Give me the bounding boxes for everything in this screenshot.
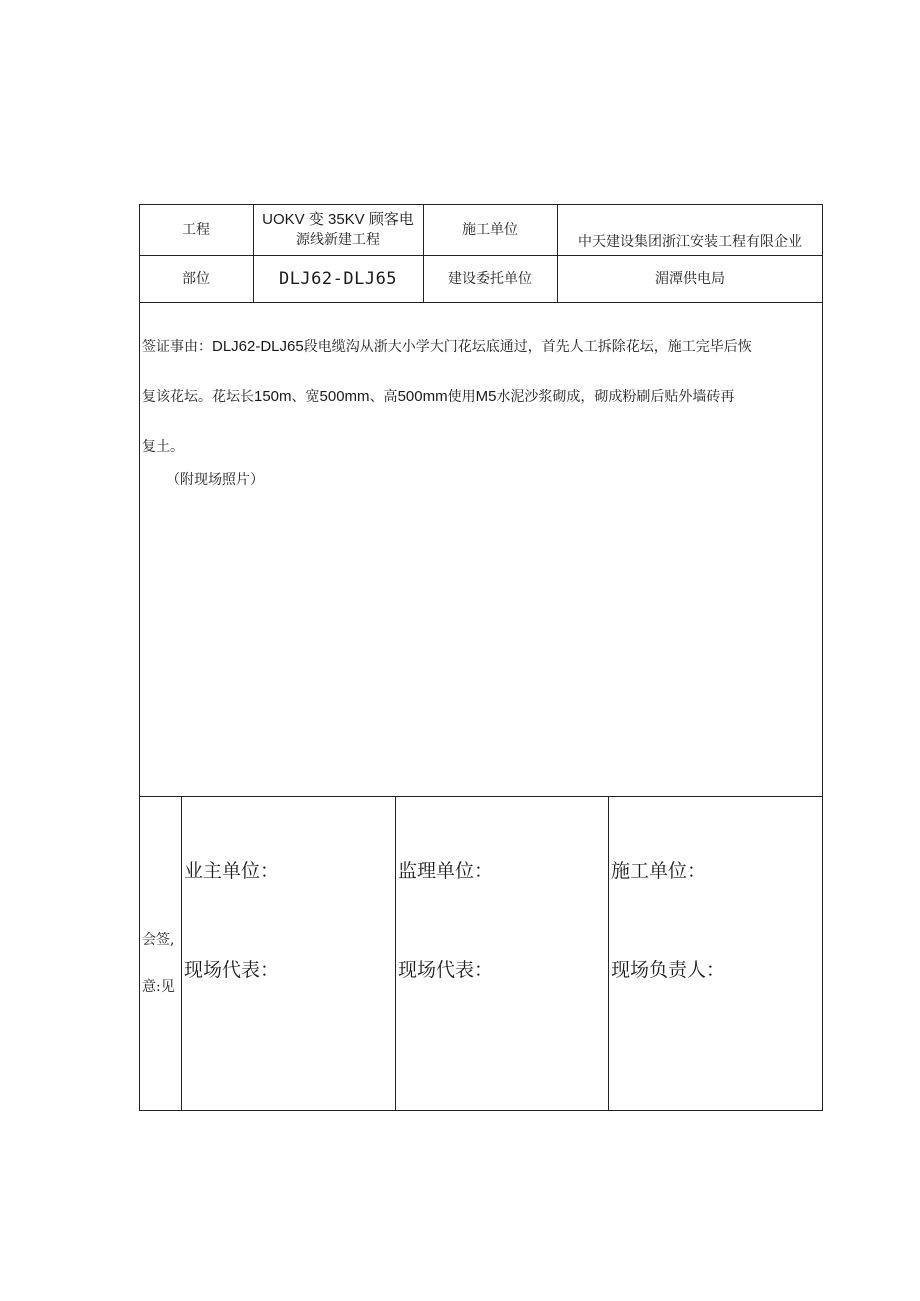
section-value: DLJ62-DLJ65	[278, 268, 398, 289]
project-name-line1: UOKV 变 35KV 顾客电	[262, 210, 414, 228]
reason-line-3: 复土。	[142, 439, 184, 455]
contractor-label: 施工单位	[462, 221, 518, 238]
row-divider-3	[139, 796, 823, 797]
length-value: 150m	[254, 388, 292, 405]
attachment-note: （附现场照片）	[166, 472, 264, 488]
visa-reason-text	[142, 322, 822, 472]
row-divider-2	[139, 302, 823, 303]
contractor-value: 中天建设集团浙江安装工程有限企业	[578, 233, 802, 250]
reason-line1-rest: 段电缆沟从浙大小学大门花坛底通过，首先人工拆除花坛，施工完毕后恢	[303, 339, 752, 355]
project-label: 工程	[182, 221, 210, 238]
client-label: 建设委托单位	[448, 270, 532, 287]
mortar-grade: M5	[475, 388, 497, 405]
construction-unit-label: 施工单位：	[611, 860, 707, 882]
owner-unit-label: 业主单位：	[184, 860, 280, 882]
signoff-divider-3	[608, 796, 609, 1111]
section-label: 部位	[182, 270, 210, 287]
reason-text-c: 、宽	[291, 389, 320, 405]
reason-line-1	[142, 322, 822, 372]
reason-line-2	[142, 372, 822, 422]
countersign-label-1: 会签,	[142, 932, 175, 948]
client-value: 湄潭供电局	[655, 270, 725, 287]
project-name	[253, 204, 423, 255]
reason-prefix: 签证事由：	[142, 339, 212, 355]
signoff-divider-1	[181, 796, 182, 1111]
reason-text-a: 复该花坛。花坛长	[142, 389, 254, 405]
countersign-label-2: 意:见	[142, 979, 175, 995]
signoff-divider-2	[395, 796, 396, 1111]
project-name-line2: 源线新建工程	[296, 231, 380, 248]
reason-code: DLJ62-DLJ65	[212, 338, 304, 355]
height-value: 500mm	[397, 388, 448, 405]
supervisor-unit-label: 监理单位：	[398, 860, 494, 882]
reason-text-g: 使用	[447, 389, 476, 405]
owner-rep-label: 现场代表：	[184, 959, 280, 981]
width-value: 500mm	[319, 388, 370, 405]
reason-text-e: 、高	[369, 389, 398, 405]
supervisor-rep-label: 现场代表：	[398, 959, 494, 981]
construction-rep-label: 现场负责人：	[611, 959, 726, 981]
reason-text-i: 水泥沙浆砌成，砌成粉刷后贴外墙砖再	[496, 389, 735, 405]
